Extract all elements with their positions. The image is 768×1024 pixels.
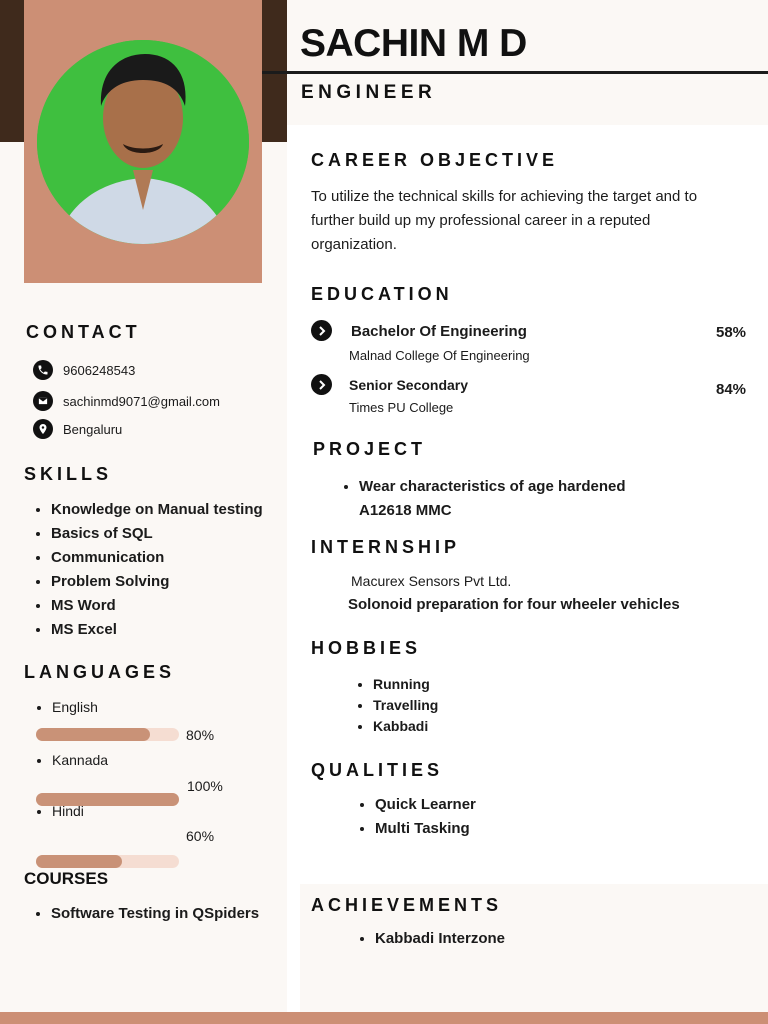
- skill-item: • Knowledge on Manual testing: [51, 498, 263, 522]
- hobbies-title: HOBBIES: [311, 638, 422, 658]
- skills-title: SKILLS: [24, 464, 113, 484]
- language-bar-fill: [36, 728, 150, 741]
- education-degree: Bachelor Of Engineering: [351, 323, 527, 340]
- location-pin-icon: [33, 419, 53, 439]
- language-percent: 100%: [187, 778, 223, 794]
- language-kannada: [34, 752, 108, 768]
- languages-title: LANGUAGES: [24, 662, 176, 682]
- language-percent: 80%: [186, 727, 215, 743]
- project-line: A12618 MMC: [359, 502, 452, 519]
- achievements-title: ACHIEVEMENTS: [311, 895, 503, 915]
- internship-title: INTERNSHIP: [311, 537, 461, 557]
- education-score: 84%: [716, 381, 747, 398]
- achievements-list: [357, 927, 505, 951]
- skill-item: • Communication: [51, 546, 263, 570]
- qualities-title: QUALITIES: [311, 760, 444, 780]
- hobbies-list: [355, 674, 438, 737]
- achievement-item: • Kabbadi Interzone: [375, 927, 505, 951]
- contact-location: [33, 419, 122, 439]
- language-bar-hindi: [36, 855, 179, 868]
- language-name: • Hindi: [52, 803, 84, 819]
- email-address[interactable]: sachinmd9071@gmail.com: [63, 393, 220, 409]
- candidate-role: ENGINEER: [301, 82, 437, 103]
- skill-item: • Problem Solving: [51, 570, 263, 594]
- qualities-list: [357, 793, 476, 841]
- courses-title: COURSES: [24, 869, 109, 888]
- hobby-item: • Kabbadi: [373, 716, 438, 737]
- decor-strip-left: [0, 0, 24, 142]
- education-degree: Senior Secondary: [349, 377, 469, 393]
- project-line: Wear characteristics of age hardened: [359, 478, 626, 495]
- project-title: PROJECT: [313, 439, 427, 459]
- language-name: • Kannada: [52, 752, 108, 768]
- career-objective-text: To utilize the technical skills for achieving the target and to further build up my professional career in a reputed organization.: [311, 188, 698, 253]
- skill-item: • MS Excel: [51, 618, 263, 642]
- skills-list: [33, 498, 263, 642]
- skill-item: • MS Word: [51, 594, 263, 618]
- education-title: EDUCATION: [311, 284, 453, 304]
- contact-title: CONTACT: [26, 322, 141, 342]
- language-english: [34, 699, 98, 715]
- language-hindi: [34, 803, 84, 819]
- language-percent: 60%: [186, 828, 215, 844]
- chevron-right-icon: [311, 374, 332, 395]
- language-bar-fill: [36, 855, 122, 868]
- avatar: [37, 40, 249, 244]
- education-score: 58%: [716, 324, 747, 341]
- hobby-item: • Travelling: [373, 695, 438, 716]
- phone-icon: [33, 360, 53, 380]
- hobby-item: • Running: [373, 674, 438, 695]
- mail-icon: [33, 391, 53, 411]
- candidate-name: SACHIN M D: [300, 22, 527, 65]
- internship-company: Macurex Sensors Pvt Ltd.: [351, 573, 512, 589]
- course-item: • Software Testing in QSpiders: [51, 905, 259, 922]
- footer-bar: [0, 1012, 768, 1024]
- person-silhouette-icon: [37, 40, 249, 244]
- career-objective-title: CAREER OBJECTIVE: [311, 150, 559, 170]
- project-item: [359, 475, 626, 523]
- contact-phone: [33, 360, 135, 380]
- internship-work: Solonoid preparation for four wheeler vehicles: [348, 596, 680, 613]
- courses-list: [33, 905, 259, 922]
- quality-item: • Multi Tasking: [375, 817, 476, 841]
- language-name: • English: [52, 699, 98, 715]
- skill-item: • Basics of SQL: [51, 522, 263, 546]
- phone-number[interactable]: 9606248543: [63, 362, 136, 378]
- project-list: [341, 475, 626, 523]
- education-institution: Times PU College: [349, 400, 454, 415]
- language-bar-english: [36, 728, 179, 741]
- education-institution: Malnad College Of Engineering: [349, 348, 530, 363]
- contact-email: [33, 391, 220, 411]
- header-divider: [262, 71, 768, 74]
- chevron-right-icon: [311, 320, 332, 341]
- quality-item: • Quick Learner: [375, 793, 476, 817]
- location-text: Bengaluru: [63, 421, 123, 437]
